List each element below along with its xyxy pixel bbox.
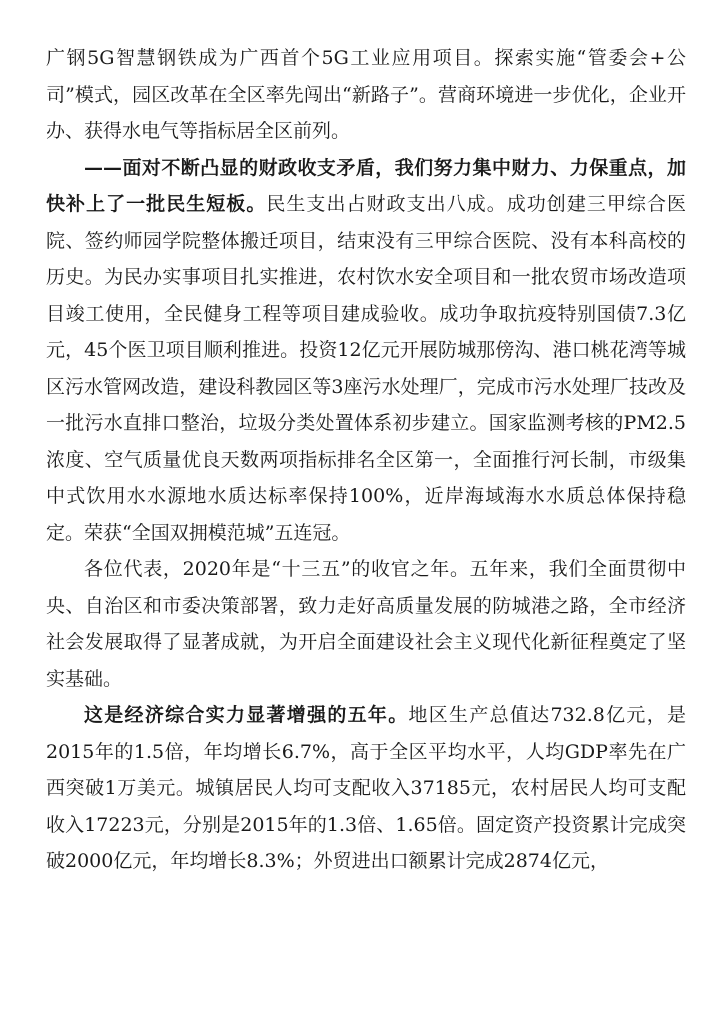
- paragraph-economic-strength: [46, 697, 686, 880]
- document-page: [46, 40, 686, 880]
- paragraph-text: 广钢5G智慧钢铁成为广西首个5G工业应用项目。探索实施“管委会+公司”模式，园区改革在全区率先闯出“新路子”。营商环境进一步优化，企业开办、获得水电气等指标居全区前列。: [46, 47, 686, 142]
- paragraph-text: 各位代表，2020年是“十三五”的收官之年。五年来，我们全面贯彻中央、自治区和市委决策部署，致力走好高质量发展的防城港之路，全市经济社会发展取得了显著成就，为开启全面建设社会主义现代化新征程奠定了坚实基础。: [46, 558, 686, 690]
- paragraph-representatives-summary: [46, 551, 686, 697]
- paragraph-lead-heading: ——面对不断凸显的财政收支矛盾，我们努力集中财力、力保重点，加快补上了一批民生短板。: [46, 156, 686, 215]
- paragraph-lead-heading: 这是经济综合实力显著增强的五年。: [84, 704, 409, 726]
- paragraph-text: 民生支出占财政支出八成。成功创建三甲综合医院、签约师园学院整体搬迁项目，结束没有三甲综合医院、没有本科高校的历史。为民办实事项目扎实推进，农村饮水安全项目和一批农贸市场改造项目竣工使用，全民健身工程等项目建成验收。成功争取抗疫特别国债7.3亿元，45个医卫项目顺利推进。投资12亿元开展防城那傍沟、港口桃花湾等城区污水管网改造，建设科教园区等3座污水处理厂，完成市污水处理厂技改及一批污水直排口整治，垃圾分类处置体系初步建立。国家监测考核的PM2.5浓度、空气质量优良天数两项指标排名全区第一，全面推行河长制，市级集中式饮用水水源地水质达标率保持100%，近岸海域海水水质总体保持稳定。荣获“全国双拥模范城”五连冠。: [46, 193, 686, 544]
- paragraph-fiscal-livelihood: [46, 150, 686, 552]
- paragraph-industry-reform: [46, 40, 686, 150]
- paragraph-text: 地区生产总值达732.8亿元，是2015年的1.5倍，年均增长6.7%，高于全区平均水平，人均GDP率先在广西突破1万美元。城镇居民人均可支配收入37185元，农村居民人均可支配收入17223元，分别是2015年的1.3倍、1.65倍。固定资产投资累计完成突破2000亿元，年均增长8.3%；外贸进出口额累计完成2874亿元，: [46, 704, 686, 872]
